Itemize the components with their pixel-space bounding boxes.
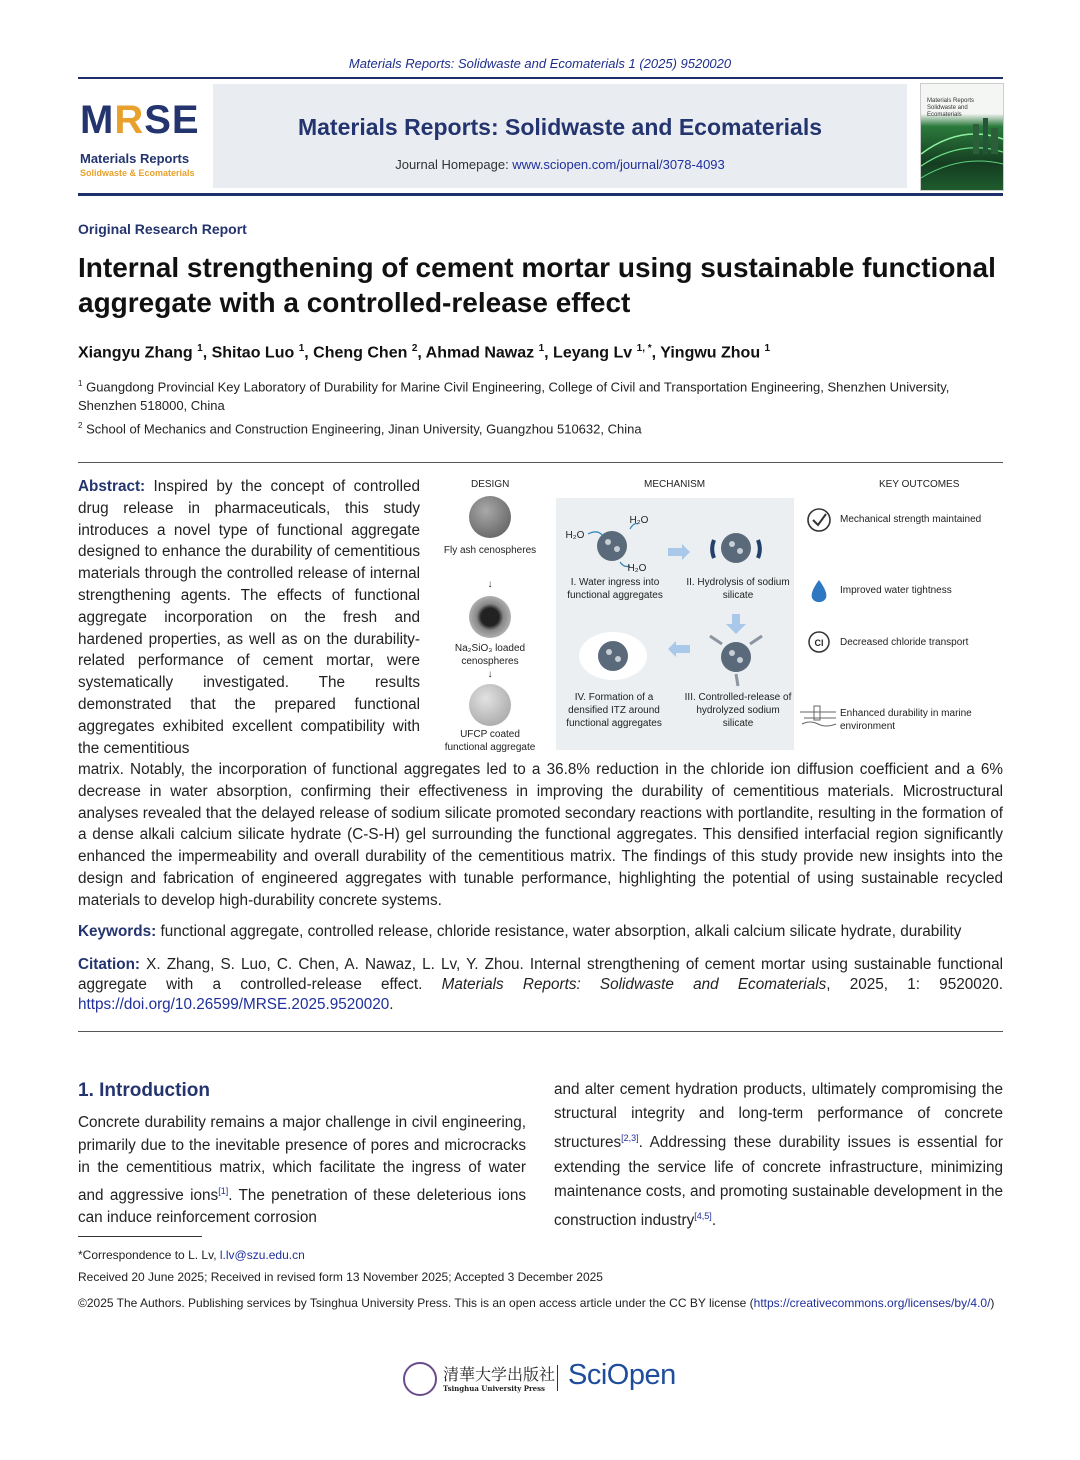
license: ©2025 The Authors. Publishing services by Tsinghua University Press. This is an open access article under the CC BY license (https://creativecommons.org/licenses/by/4.0/) [78,1296,995,1310]
design-step-1: Fly ash cenospheres [443,545,537,556]
doi-link[interactable]: https://doi.org/10.26599/MRSE.2025.9520020 [78,996,390,1013]
license-link[interactable]: https://creativecommons.org/licenses/by/4.0/ [753,1296,991,1310]
header-top-rule [78,77,1003,79]
design-step-3: UFCP coated functional aggregate [444,729,536,753]
h2o-label-1: H₂O [565,530,585,541]
outcome-3: Decreased chloride transport [840,637,969,648]
ga-col-outcomes: KEY OUTCOMES [879,479,960,490]
journal-homepage: Journal Homepage: www.sciopen.com/journal/3078-4093 [395,157,725,172]
down-arrow-icon: ↓ [487,579,493,590]
tup-cn-name: 清華大学出版社 [443,1365,556,1384]
abstract-rest: matrix. Notably, the incorporation of functional aggregates led to a 36.8% reduction in the chloride ion diffusion coefficient and a 6% decrease in water absorption, confirming their effectiveness in improving the durability of cementitious materials. Microstructural analyses revealed that the delayed release of sodium silicate promoted secondary reactions with portlandite, resulting in the formation of a dense alkali calcium silicate hydrate (C-S-H) gel surrounding the functional aggregates. This densified interfacial region significantly enhanced the impermeability and overall durability of the cementitious matrix. The findings of this study provide new insights into the design and fabrication of engineered aggregates with tunable performance, highlighting the potential of using sustainable recycled materials to develop high-durability concrete systems. [78,761,1003,909]
author-affiliation-mark: 1 [298,343,305,354]
publisher-divider [557,1365,558,1391]
received-dates: Received 20 June 2025; Received in revised form 13 November 2025; Accepted 3 December 2025 [78,1270,603,1284]
mech-step-1: I. Water ingress into functional aggregates [567,577,663,601]
author-name: Shitao Luo [211,344,295,362]
mech-step-2: II. Hydrolysis of sodium silicate [686,577,790,601]
mech-step-3: III. Controlled-release of hydrolyzed sodium silicate [684,692,792,729]
ga-col-mechanism: MECHANISM [644,479,706,490]
author-name: Yingwu Zhou [660,344,761,362]
author-name: Leyang Lv [553,344,633,362]
chloride-icon: Cl [814,638,824,648]
tup-en-name: Tsinghua University Press [443,1384,545,1393]
outcome-4: Enhanced durability in marine environment [840,708,972,732]
abstract-top-rule [78,462,1003,463]
author-name: Cheng Chen [313,344,408,362]
affiliation-2: $^2$ School of Mechanics and Construction Engineering, Jinan University, Guangzhou 510632, China [78,421,642,437]
citation: Citation: X. Zhang, S. Luo, C. Chen, A. Nawaz, L. Lv, Y. Zhou. Internal strengthening of cement mortar using sustainable functional aggregate with a controlled-release effect. Materials Reports: Solidwaste and Ecomaterials, 2025, 1: 9520020. https://doi.org/10.26599/MRSE.2025.9520020. [78,956,1003,1013]
author-affiliation-mark: 1 [197,343,203,354]
correspondence: *Correspondence to L. Lv, l.lv@szu.edu.cn [78,1248,305,1262]
article-title: Internal strengthening of cement mortar using sustainable functional aggregate with a controlled-release effect [78,252,996,318]
intro-heading: 1. Introduction [78,1080,210,1101]
author-list: Xiangyu Zhang $^1$, Shitao Luo $^1$, Cheng Chen $^2$, Ahmad Nawaz $^1$, Leyang Lv $^{1, *}$, Yingwu Zhou $^1$ [78,343,771,362]
article-type: Original Research Report [78,221,247,237]
down-arrow-icon-2: ↓ [487,669,493,680]
intro-left-column: Concrete durability remains a major challenge in civil engineering, primarily due to the inevitable presence of pores and microcracks in the cementitious matrix, which facilitate the ingress of water and aggressive ions[1]. The penetration of these deleterious ions can induce reinforcement corrosion [78,1114,527,1227]
tsinghua-seal-icon [403,1362,437,1396]
author-affiliation-mark: 1 [538,343,545,354]
logo-line2: Solidwaste & Ecomaterials [80,168,195,178]
abstract-lead: Abstract: Inspired by the concept of controlled drug release in pharmaceuticals, this study introduces a novel type of functional aggregate designed to enhance the durability of cementitious materials through the controlled release of internal strengthening agents. The effects of functional aggregate incorporation on the fresh and hardened properties, as well as on the durability-related performance of cement mortar, were systematically investigated. The results demonstrated that the prepared functional aggregates exhibited excellent compatibility with the cementitious [78,478,420,757]
keywords: Keywords: functional aggregate, controlled release, chloride resistance, water absorption, alkali calcium silicate hydrate, durability [78,923,962,940]
author-affiliation-mark: 1, * [636,343,652,354]
citation-bottom-rule [78,1031,1003,1032]
author-name: Ahmad Nawaz [425,344,535,362]
cover-title: Materials Reports Solidwaste and Ecomaterials [927,98,975,118]
sciopen-logo: SciOpen [568,1359,676,1391]
author-affiliation-mark: 1 [764,343,771,354]
running-header: Materials Reports: Solidwaste and Ecomaterials 1 (2025) 9520020 [348,56,732,71]
graphical-abstract [438,474,1003,754]
cover-art [921,84,1003,190]
mrse-logo: MRSE [80,98,200,142]
ga-col-design: DESIGN [471,479,510,490]
author-affiliation-mark: 2 [411,343,418,354]
h2o-label-3: H₂O [627,563,647,574]
footnote-rule [78,1236,202,1237]
h2o-label-2: H₂O [629,515,649,526]
outcome-1: Mechanical strength maintained [840,514,982,525]
affiliation-1: $^1$ Guangdong Provincial Key Laboratory of Durability for Marine Civil Engineering, College of Civil and Transportation Engineering, Shenzhen University, Shenzhen 518000, China [78,379,950,414]
design-step-2: Na₂SiO₃ loaded cenospheres [454,643,526,667]
outcome-2: Improved water tightness [840,585,952,596]
homepage-link[interactable]: www.sciopen.com/journal/3078-4093 [512,157,725,172]
logo-line1: Materials Reports [80,151,190,166]
author-name: Xiangyu Zhang [78,344,193,362]
journal-title: Materials Reports: Solidwaste and Ecomaterials [297,114,823,140]
journal-cover-image [920,83,1004,191]
header-bottom-rule [78,193,1003,196]
mech-step-4: IV. Formation of a densified ITZ around functional aggregates [566,692,662,729]
intro-right-column: and alter cement hydration products, ultimately compromising the structural integrity and long-term performance of concrete structures[2,3]. Addressing these durability issues is essential for extending the service life of concrete infrastructure, minimizing maintenance costs, and promoting sustainable development in the construction industry[4,5]. [554,1081,1003,1230]
email-link[interactable]: l.lv@szu.edu.cn [219,1248,305,1262]
